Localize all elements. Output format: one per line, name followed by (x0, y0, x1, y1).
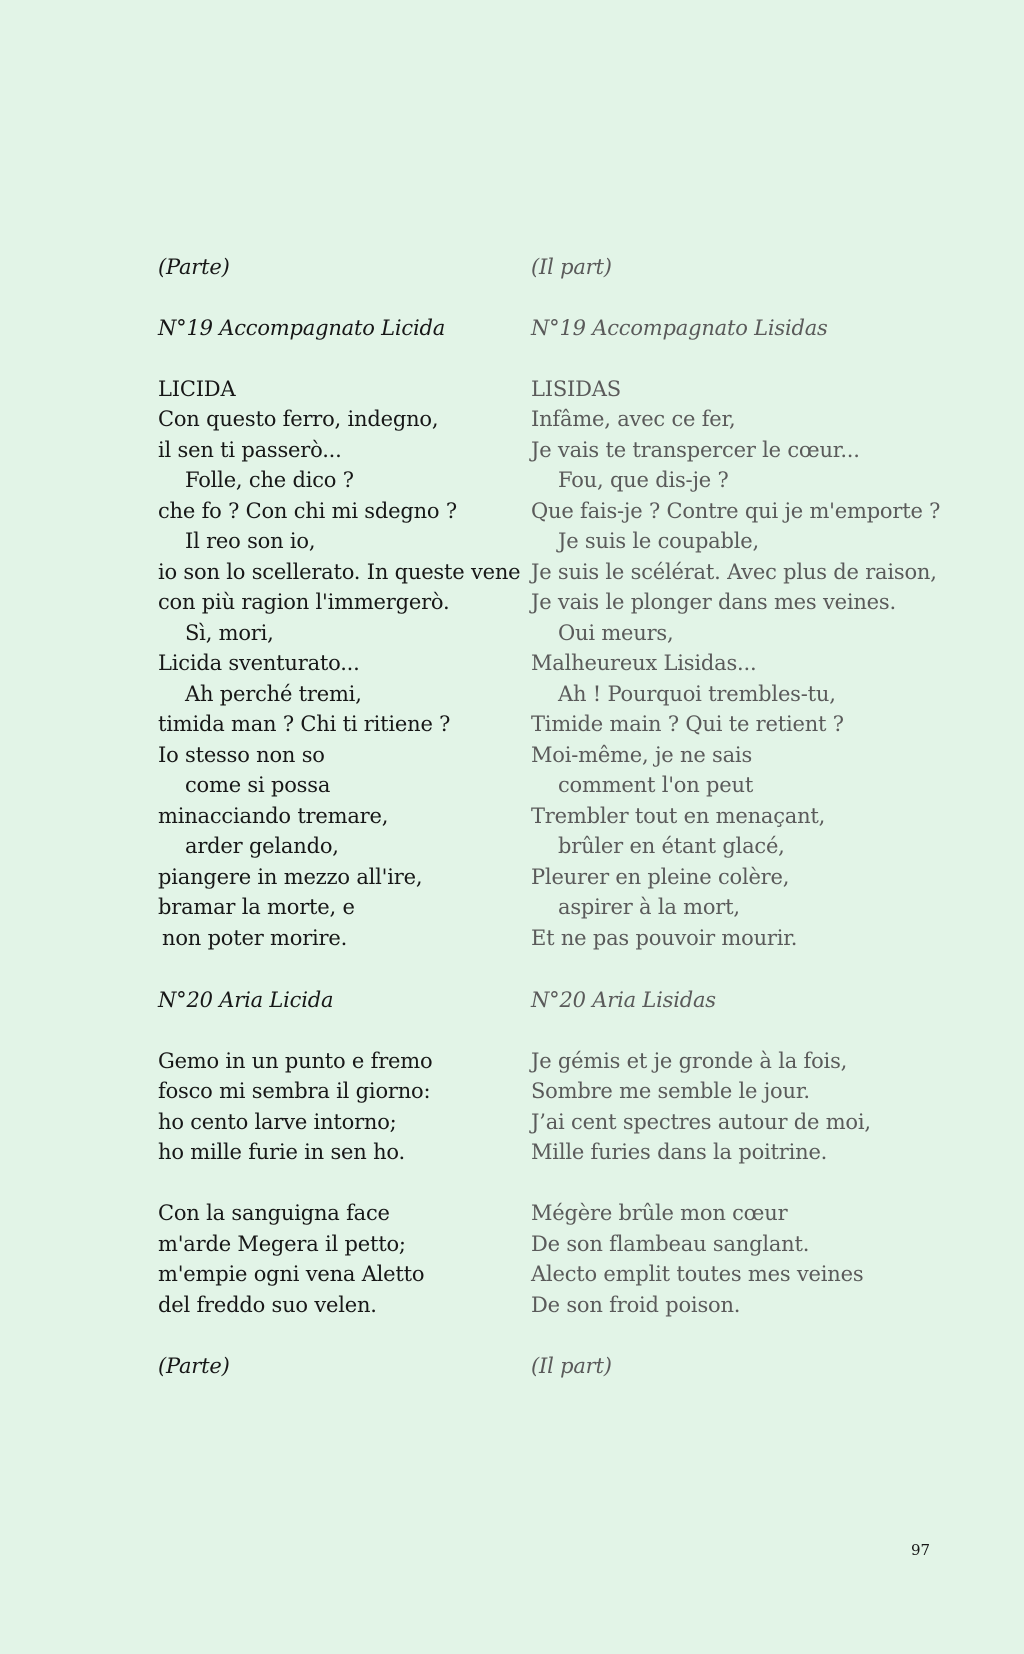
stage-direction: (Parte) (158, 1354, 230, 1378)
verse-line: Je suis le coupable, (558, 529, 759, 553)
section-heading: N°19 Accompagnato Lisidas (531, 316, 828, 340)
section-heading: N°20 Aria Licida (158, 988, 334, 1012)
verse-line: io son lo scellerato. In queste vene (158, 560, 521, 584)
verse-line: Il reo son io, (185, 529, 316, 553)
verse-line: Sombre me semble le jour. (531, 1079, 810, 1103)
verse-line: del freddo suo velen. (158, 1293, 377, 1317)
verse-line: Que fais-je ? Contre qui je m'emporte ? (531, 499, 941, 523)
verse-line: aspirer à la mort, (558, 895, 740, 919)
verse-line: m'arde Megera il petto; (158, 1232, 406, 1256)
stage-direction: (Il part) (531, 255, 612, 279)
verse-line: Alecto emplit toutes mes veines (531, 1262, 864, 1286)
verse-line: Moi-même, je ne sais (531, 743, 753, 767)
verse-line: Je vais le plonger dans mes veines. (531, 590, 896, 614)
stage-direction: (Il part) (531, 1354, 612, 1378)
verse-line: De son froid poison. (531, 1293, 741, 1317)
verse-line: Infâme, avec ce fer, (531, 407, 736, 431)
verse-line: con più ragion l'immergerò. (158, 590, 450, 614)
section-heading: N°20 Aria Lisidas (531, 988, 716, 1012)
verse-line: il sen ti passerò... (158, 438, 342, 462)
verse-line: Trembler tout en menaçant, (531, 804, 826, 828)
verse-line: brûler en étant glacé, (558, 834, 785, 858)
verse-line: che fo ? Con chi mi sdegno ? (158, 499, 457, 523)
verse-line: Con la sanguigna face (158, 1201, 390, 1225)
verse-line: arder gelando, (185, 834, 339, 858)
speaker-name: LICIDA (158, 377, 236, 401)
verse-line: De son flambeau sanglant. (531, 1232, 810, 1256)
verse-line: minacciando tremare, (158, 804, 389, 828)
verse-line: Fou, que dis-je ? (558, 468, 729, 492)
verse-line: bramar la morte, e (158, 895, 355, 919)
verse-line: Ah perché tremi, (185, 682, 362, 706)
verse-line: Mille furies dans la poitrine. (531, 1140, 828, 1164)
verse-line: come si possa (185, 773, 331, 797)
verse-line: ho cento larve intorno; (158, 1110, 397, 1134)
verse-line: non poter morire. (162, 926, 348, 950)
verse-line: Sì, mori, (185, 621, 274, 645)
verse-line: timida man ? Chi ti ritiene ? (158, 712, 451, 736)
verse-line: Je suis le scélérat. Avec plus de raison, (531, 560, 937, 584)
speaker-name: LISIDAS (531, 377, 621, 401)
section-heading: N°19 Accompagnato Licida (158, 316, 446, 340)
verse-line: ho mille furie in sen ho. (158, 1140, 405, 1164)
verse-line: Mégère brûle mon cœur (531, 1201, 788, 1225)
verse-line: Licida sventurato... (158, 651, 360, 675)
verse-line: Con questo ferro, indegno, (158, 407, 439, 431)
verse-line: Pleurer en pleine colère, (531, 865, 790, 889)
verse-line: Malheureux Lisidas... (531, 651, 757, 675)
verse-line: Et ne pas pouvoir mourir. (531, 926, 798, 950)
verse-line: J’ai cent spectres autour de moi, (531, 1110, 871, 1134)
verse-line: m'empie ogni vena Aletto (158, 1262, 425, 1286)
verse-line: Je vais te transpercer le cœur... (531, 438, 860, 462)
verse-line: Io stesso non so (158, 743, 325, 767)
stage-direction: (Parte) (158, 255, 230, 279)
verse-line: Timide main ? Qui te retient ? (531, 712, 844, 736)
verse-line: comment l'on peut (558, 773, 754, 797)
verse-line: Ah ! Pourquoi trembles-tu, (558, 682, 836, 706)
verse-line: Folle, che dico ? (185, 468, 354, 492)
verse-line: piangere in mezzo all'ire, (158, 865, 423, 889)
page-number: 97 (911, 1541, 931, 1559)
verse-line: Gemo in un punto e fremo (158, 1049, 433, 1073)
verse-line: Oui meurs, (558, 621, 674, 645)
verse-line: Je gémis et je gronde à la fois, (531, 1049, 848, 1073)
verse-line: fosco mi sembra il giorno: (158, 1079, 431, 1103)
